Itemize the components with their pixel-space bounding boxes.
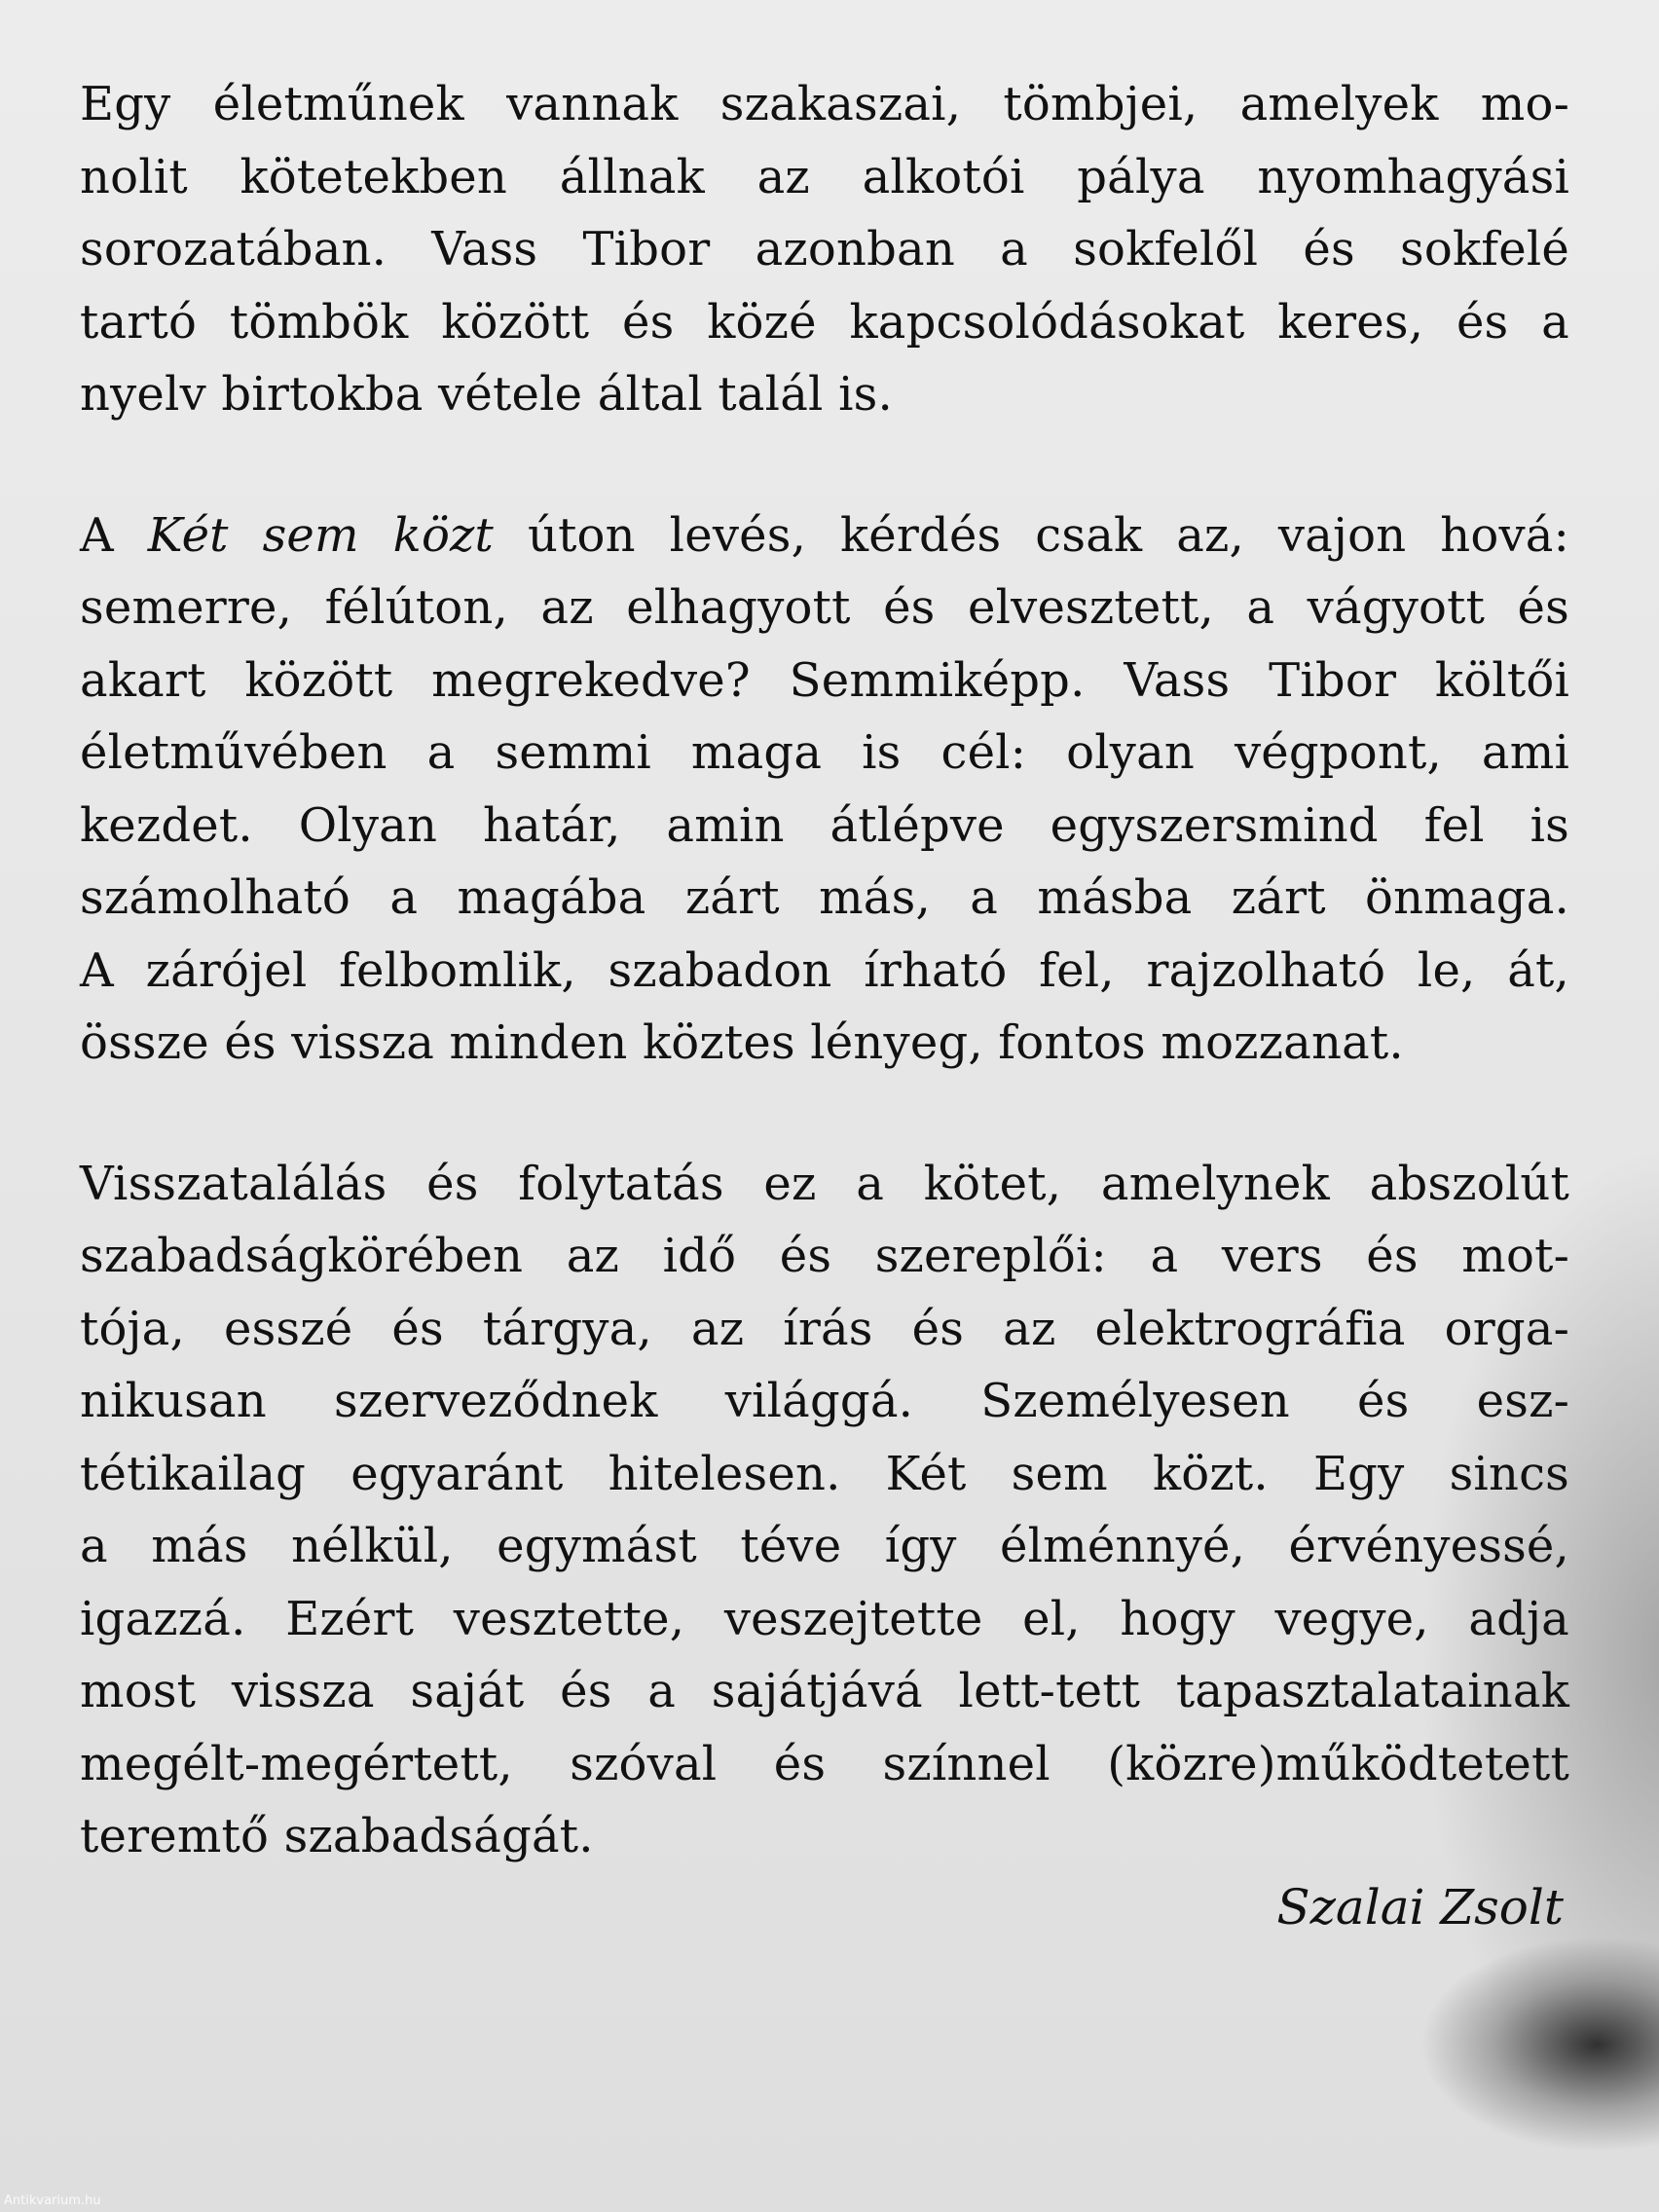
text-line: A zárójel felbomlik, szabadon írható fel, rajzolható le, át, bbox=[80, 942, 1569, 998]
text-line: össze és vissza minden köztes lényeg, fontos mozzanat. bbox=[80, 1015, 1404, 1070]
text-line: szabadságkörében az idő és szereplői: a vers és mot- bbox=[80, 1229, 1569, 1283]
text-line: tartó tömbök között és közé kapcsolódásokat keres, és a bbox=[80, 294, 1569, 350]
text-line: kezdet. Olyan határ, amin átlépve egyszersmind fel is bbox=[80, 797, 1569, 853]
text-line: életművében a semmi maga is cél: olyan végpont, ami bbox=[80, 725, 1569, 780]
text-line: teremtő szabadságát. bbox=[80, 1809, 594, 1863]
text-line: igazzá. Ezért vesztette, veszejtette el, hogy vegye, adja bbox=[80, 1591, 1569, 1646]
paragraph-gap bbox=[80, 431, 1569, 499]
line-prefix: A bbox=[80, 507, 148, 563]
text-line: megélt-megértett, szóval és színnel (közre)működtetett bbox=[80, 1736, 1569, 1791]
text-line: sorozatában. Vass Tibor azonban a sokfelől és sokfelé bbox=[80, 222, 1569, 276]
line-suffix: úton levés, kérdés csak az, vajon hová: bbox=[494, 507, 1569, 563]
text-line: tétikailag egyaránt hitelesen. Két sem közt. Egy sincs bbox=[80, 1446, 1569, 1501]
text-line: Visszatalálás és folytatás ez a kötet, amelynek abszolút bbox=[80, 1156, 1569, 1211]
text-line: a más nélkül, egymást téve így élménnyé, érvényessé, bbox=[80, 1519, 1569, 1573]
text-line: számolható a magába zárt más, a másba zárt önmaga. bbox=[80, 870, 1569, 925]
paragraph-2 bbox=[80, 499, 1569, 1080]
text-line: tója, esszé és tárgya, az írás és az elektrográfia orga- bbox=[80, 1301, 1569, 1356]
text-line: semerre, félúton, az elhagyott és elvesztett, a vágyott és bbox=[80, 580, 1569, 635]
book-title-italic: Két sem közt bbox=[147, 507, 495, 563]
text-line: most vissza saját és a sajátjává lett-tett tapasztalatainak bbox=[80, 1664, 1569, 1718]
blurb-text bbox=[80, 68, 1569, 1873]
paragraph-gap bbox=[80, 1080, 1569, 1148]
text-line-with-title bbox=[80, 499, 1569, 572]
watermark: Antikvarium.hu bbox=[4, 2194, 101, 2208]
paragraph-1 bbox=[80, 68, 1569, 431]
text-line: akart között megrekedve? Semmiképp. Vass Tibor költői bbox=[80, 652, 1569, 708]
paragraph-3 bbox=[80, 1148, 1569, 1873]
author-signature: Szalai Zsolt bbox=[1276, 1879, 1564, 1936]
text-line: Egy életműnek vannak szakaszai, tömbjei, amelyek mo- bbox=[80, 77, 1569, 131]
text-line: nikusan szerveződnek világgá. Személyesen és esz- bbox=[80, 1374, 1569, 1428]
text-line: nolit kötetekben állnak az alkotói pálya nyomhagyási bbox=[80, 149, 1569, 204]
text-line: nyelv birtokba vétele által talál is. bbox=[80, 367, 893, 422]
